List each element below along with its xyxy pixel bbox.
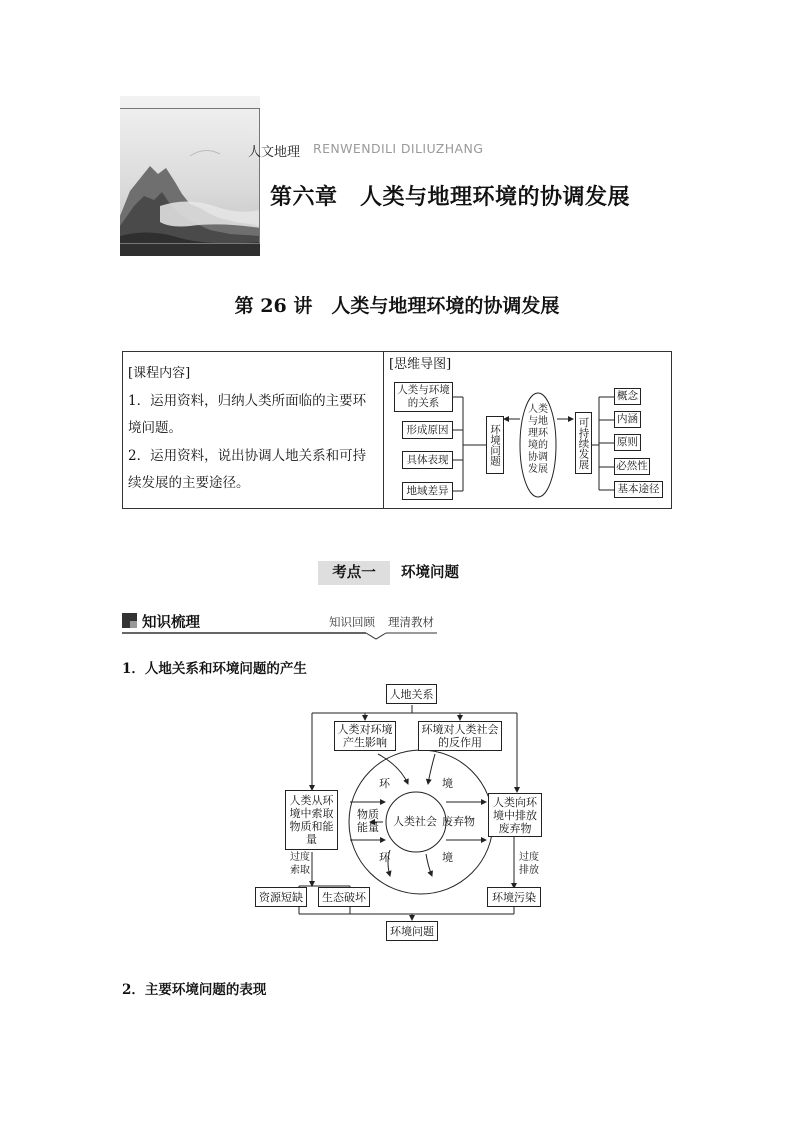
diagram-bottom-box: 环境问题 [386,921,438,941]
diagram-left-arrow-label: 过度索取 [290,852,310,876]
mind-left-item: 具体表现 [402,451,453,469]
mind-right-item: 概念 [614,388,641,405]
mind-left-item: 形成原因 [402,421,453,439]
knowledge-underline [122,632,672,640]
diagram-result-box: 资源短缺 [255,887,307,907]
diagram-reaction-box: 环境对人类社会的反作用 [418,721,502,751]
section-label-en: RENWENDILI DILIUZHANG [313,141,484,156]
knowledge-subtitle: 理清教材 [388,615,434,629]
diagram-right-box: 人类向环境中排放废弃物 [488,793,542,837]
diagram-inner-right: 废弃物 [442,815,475,828]
section-heading: 1．人地关系和环境问题的产生 [122,661,307,677]
diagram-left-box: 人类从环境中索取物质和能量 [285,790,338,850]
diagram-result-box: 生态破坏 [318,887,370,907]
section-heading: 2．主要环境问题的表现 [122,982,267,998]
kaodian-label: 考点一 [318,561,390,585]
ring-label: 环 [379,851,390,864]
diagram-top-box: 人地关系 [386,684,437,704]
mind-center-ellipse-label: 人类与地理环境的协调发展 [528,404,548,475]
course-item: 1．运用资料，归纳人类所面临的主要环境问题。 [128,393,367,436]
knowledge-title: 知识梳理 [142,615,200,631]
mind-center-right: 可持续发展 [575,412,592,474]
section-label: 人文地理 [248,145,301,160]
ring-label: 境 [442,851,453,864]
ring-label: 环 [379,777,390,790]
diagram-inner-left: 物质能量 [357,808,379,834]
mind-left-item: 人类与环境的关系 [394,382,453,412]
square-icon [122,613,137,628]
diagram-impact-box: 人类对环境产生影响 [334,721,396,751]
chapter-title: 第六章 人类与地理环境的协调发展 [270,185,631,210]
mind-left-item: 地域差异 [402,482,453,500]
kaodian-title: 环境问题 [401,565,459,581]
title-frame [120,108,260,244]
mind-center-left: 环境问题 [486,416,504,474]
mind-right-item: 内涵 [614,411,641,428]
mind-right-item: 必然性 [614,458,650,475]
mind-right-item: 原则 [614,434,641,451]
knowledge-subtitle: 知识回顾 [329,615,375,629]
diagram-inner-center: 人类社会 [393,815,437,828]
course-item: 2．运用资料，说出协调人地关系和可持续发展的主要途径。 [128,448,367,491]
ring-label: 境 [442,777,453,790]
course-heading: [课程内容] [128,366,191,381]
mind-map-heading: [思维导图] [389,357,452,372]
diagram-right-arrow-label: 过度排放 [519,852,539,876]
mind-right-item: 基本途径 [614,481,663,498]
lecture-title: 第 26 讲 人类与地理环境的协调发展 [234,295,560,317]
diagram-result-box: 环境污染 [487,887,541,907]
